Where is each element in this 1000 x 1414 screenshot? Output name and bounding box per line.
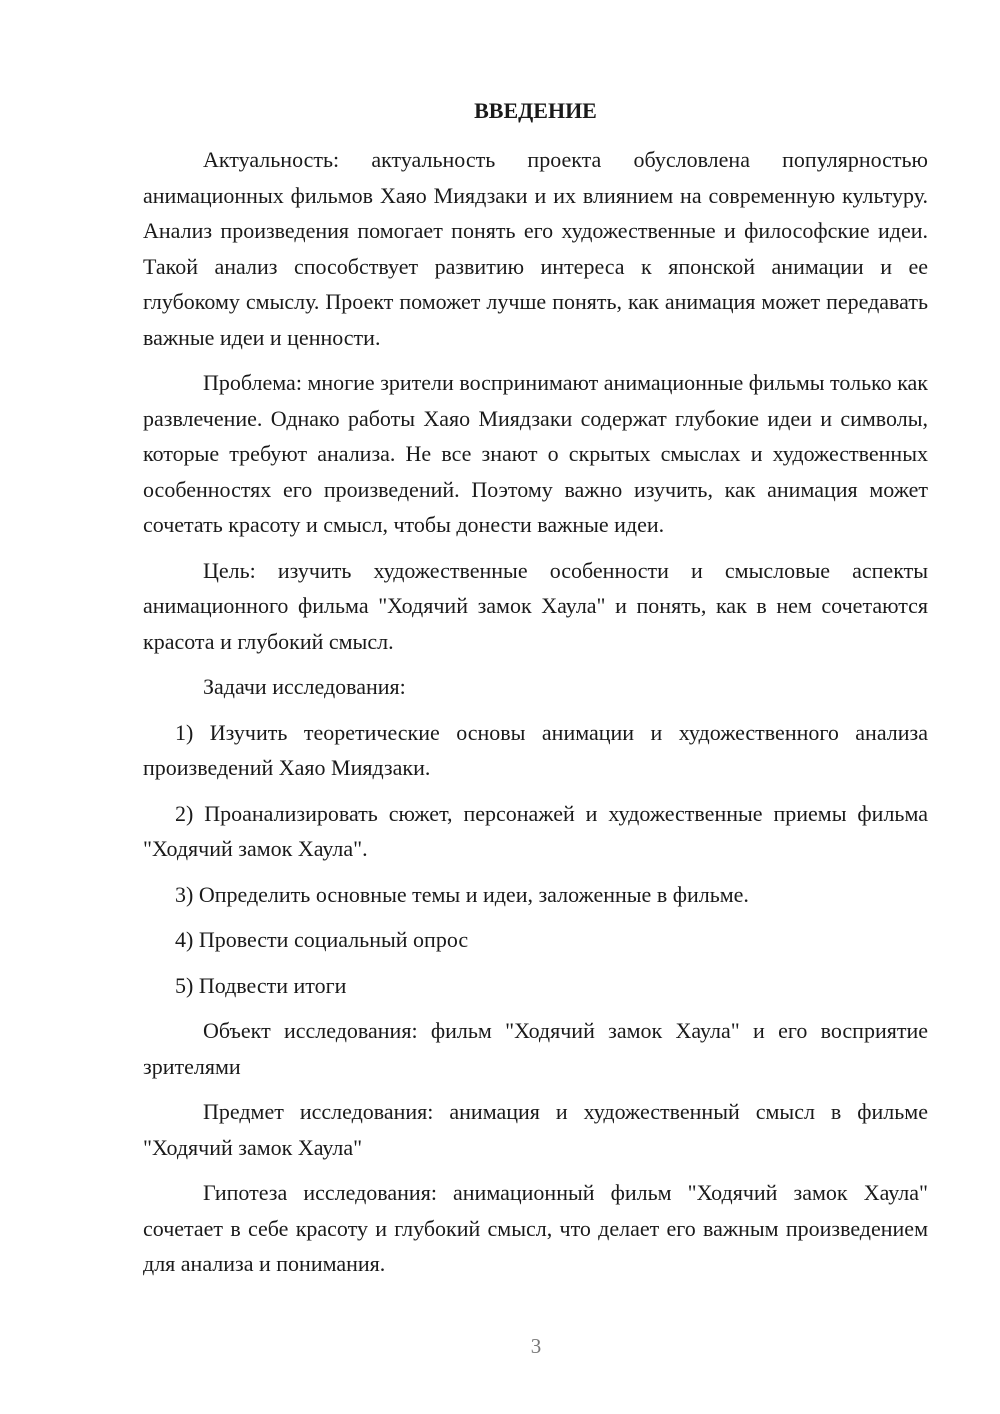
- task-item-3: 3) Определить основные темы и идеи, заложенные в фильме.: [175, 881, 749, 907]
- task-item-4: 4) Провести социальный опрос: [175, 927, 469, 952]
- paragraph-relevance: Актуальность: актуальность проекта обусловлена популярностью анимационных фильмов Хаяо Миядзаки и их влиянием на современную культуру. Анализ произведения помогает понять его художественные и философские идеи. Такой анализ способствует развитию интереса к японской анимации и ее глубокому смыслу. Проект поможет лучше понять, как анимация может передавать важные идеи и ценности.: [143, 147, 928, 350]
- paragraph-subject: Предмет исследования: анимация и художественный смысл в фильме "Ходячий замок Хаула": [143, 1099, 928, 1160]
- paragraph-object: Объект исследования: фильм "Ходячий замок Хаула" и его восприятие зрителями: [143, 1018, 928, 1079]
- paragraph-goal: Цель: изучить художественные особенности и смысловые аспекты анимационного фильма "Ходячий замок Хаула" и понять, как в нем сочетаются красота и глубокий смысл.: [143, 557, 928, 654]
- task-item-5: 5) Подвести итоги: [175, 972, 347, 998]
- task-item-1: 1) Изучить теоретические основы анимации и художественного анализа произведений Хаяо Миядзаки.: [143, 719, 928, 780]
- paragraph-tasks-heading: Задачи исследования:: [203, 674, 406, 699]
- paragraph-hypothesis: Гипотеза исследования: анимационный фильм "Ходячий замок Хаула" сочетает в себе красоту и глубокий смысл, что делает его важным произведением для анализа и понимания.: [143, 1180, 928, 1276]
- paragraph-problem: Проблема: многие зрители воспринимают анимационные фильмы только как развлечение. Однако работы Хаяо Миядзаки содержат глубокие идеи и символы, которые требуют анализа. Не все знают о скрытых смыслах и художественных особенностях его произведений. Поэтому важно изучить, как анимация может сочетать красоту и смысл, чтобы донести важные идеи.: [143, 370, 928, 537]
- page-title: ВВЕДЕНИЕ: [474, 98, 597, 123]
- page-number: 3: [530, 1334, 542, 1358]
- task-item-2: 2) Проанализировать сюжет, персонажей и художественные приемы фильма "Ходячий замок Хаула".: [143, 800, 928, 861]
- document-body: [143, 142, 928, 1292]
- heading-container: [143, 97, 928, 125]
